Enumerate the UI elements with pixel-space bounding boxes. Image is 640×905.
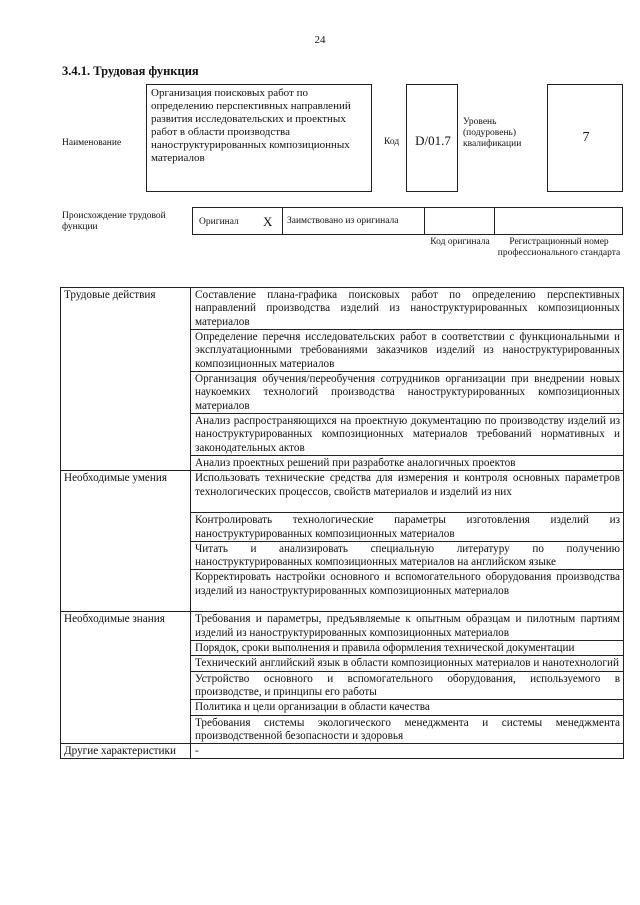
code-label: Код — [384, 137, 400, 147]
table-cell: Анализ проектных решений при разработке аналогичных проектов — [191, 456, 624, 471]
table-cell: - — [191, 744, 624, 759]
function-table — [60, 287, 624, 759]
page-number: 24 — [314, 34, 326, 46]
function-name-value: Организация поисковых работ по определению перспективных направлений развития исследовательских и проектных работ в области производства наноструктурированных композиционных материалов — [151, 87, 351, 164]
original-mark: X — [263, 214, 273, 229]
table-cell: Требования системы экологического менеджмента и системы менеджмента производственной безопасности и здоровья — [191, 715, 624, 744]
borrowed-cell — [283, 208, 425, 234]
code-value: D/01.7 — [415, 133, 451, 148]
function-name-box — [146, 84, 372, 192]
reg-number-cell — [495, 208, 624, 234]
table-row — [61, 612, 624, 641]
category-cell: Необходимые знания — [61, 612, 191, 744]
section-title: 3.4.1. Трудовая функция — [62, 64, 199, 78]
table-row — [61, 471, 624, 513]
original-cell — [193, 208, 283, 234]
table-cell: Анализ распространяющихся на проектную документацию по производству изделий из наноструктурированных композиционных материалов требований нормативных и законодательных актов — [191, 414, 624, 456]
code-box — [406, 84, 458, 192]
reg-number-caption: Регистрационный номер профессионального стандарта — [497, 237, 621, 258]
origin-label: Происхождение трудовой функции — [62, 211, 166, 232]
table-cell: Устройство основного и вспомогательного оборудования, используемого в производстве, и принципы его работы — [191, 671, 624, 700]
table-cell: Читать и анализировать специальную литературу по получению наноструктурированных композиционных материалов на английском языке — [191, 541, 624, 570]
table-row — [61, 744, 624, 759]
code-original-caption: Код оригинала — [430, 237, 490, 247]
name-label: Наименование — [62, 138, 122, 148]
level-value: 7 — [582, 130, 590, 145]
table-cell: Организация обучения/переобучения сотрудников организации при внедрении новых наукоемких технологий производства наноструктурированных композиционных материалов — [191, 372, 624, 414]
origin-box — [192, 207, 623, 235]
table-cell: Политика и цели организации в области качества — [191, 700, 624, 715]
table-cell: Технический английский язык в области композиционных материалов и нанотехнологий — [191, 656, 624, 671]
table-cell: Определение перечня исследовательских работ в соответствии с функциональными и эксплуатационными требованиями заказчиков изделий из наноструктурированных композиционных материалов — [191, 330, 624, 372]
table-cell: Использовать технические средства для измерения и контроля основных параметров технологических процессов, свойств материалов и изделий из них — [191, 471, 624, 513]
table-cell: Порядок, сроки выполнения и правила оформления технической документации — [191, 641, 624, 656]
table-row — [61, 288, 624, 330]
category-cell: Другие характеристики — [61, 744, 191, 759]
table-cell: Корректировать настройки основного и вспомогательного оборудования производства изделий из наноструктурированных композиционных материалов — [191, 570, 624, 612]
table-cell: Контролировать технологические параметры изготовления изделий из наноструктурированных композиционных материалов — [191, 513, 624, 542]
borrowed-label: Заимствовано из оригинала — [287, 216, 399, 226]
table-cell: Требования и параметры, предъявляемые к опытным образцам и пилотным партиям изделий из наноструктурированных композиционных материалов — [191, 612, 624, 641]
original-label: Оригинал — [199, 217, 239, 227]
level-box — [547, 84, 623, 192]
table-cell: Составление плана-графика поисковых работ по определению перспективных направлений производства изделий из наноструктурированных композиционных материалов — [191, 288, 624, 330]
category-cell: Необходимые умения — [61, 471, 191, 612]
category-cell: Трудовые действия — [61, 288, 191, 471]
code-original-cell — [425, 208, 495, 234]
level-label: Уровень (подуровень) квалификации — [463, 117, 522, 149]
